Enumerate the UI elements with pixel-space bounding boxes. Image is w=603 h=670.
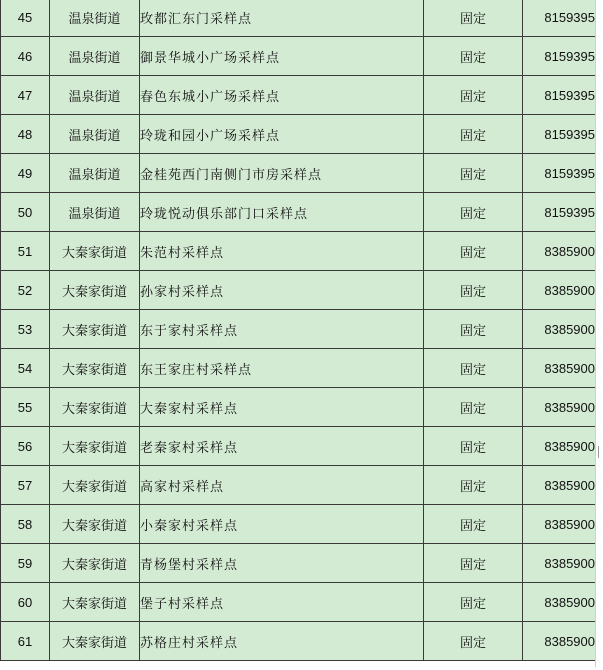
- sampling-site-cell[interactable]: 东于家村采样点: [140, 310, 424, 349]
- street-cell[interactable]: 大秦家街道: [50, 622, 140, 661]
- phone-cell[interactable]: 8385900: [523, 505, 596, 544]
- table-row: [1, 0, 596, 37]
- site-type-cell[interactable]: 固定: [424, 76, 523, 115]
- row-number-cell[interactable]: 53: [1, 310, 50, 349]
- table-row: [1, 622, 596, 661]
- row-number-cell[interactable]: 56: [1, 427, 50, 466]
- table-row: [1, 310, 596, 349]
- row-number-cell[interactable]: 45: [1, 0, 50, 37]
- sampling-site-cell[interactable]: 金桂苑西门南侧门市房采样点: [140, 154, 424, 193]
- sampling-site-cell[interactable]: 玲珑悦动俱乐部门口采样点: [140, 193, 424, 232]
- table-row: [1, 505, 596, 544]
- row-number-cell[interactable]: 47: [1, 76, 50, 115]
- table-row: [1, 154, 596, 193]
- sampling-site-cell[interactable]: 玫都汇东门采样点: [140, 0, 424, 37]
- phone-cell[interactable]: 8385900: [523, 232, 596, 271]
- row-number-cell[interactable]: 57: [1, 466, 50, 505]
- site-type-cell[interactable]: 固定: [424, 427, 523, 466]
- site-type-cell[interactable]: 固定: [424, 37, 523, 76]
- street-cell[interactable]: 温泉街道: [50, 193, 140, 232]
- phone-cell[interactable]: 8385900: [523, 349, 596, 388]
- table-row: [1, 232, 596, 271]
- street-cell[interactable]: 大秦家街道: [50, 505, 140, 544]
- phone-cell[interactable]: 8385900: [523, 271, 596, 310]
- sampling-site-cell[interactable]: 大秦家村采样点: [140, 388, 424, 427]
- street-cell[interactable]: 大秦家街道: [50, 349, 140, 388]
- phone-cell[interactable]: 8159395: [523, 115, 596, 154]
- row-number-cell[interactable]: 59: [1, 544, 50, 583]
- street-cell[interactable]: 大秦家街道: [50, 388, 140, 427]
- street-cell[interactable]: 温泉街道: [50, 154, 140, 193]
- row-number-cell[interactable]: 48: [1, 115, 50, 154]
- table-row: [1, 466, 596, 505]
- street-cell[interactable]: 温泉街道: [50, 37, 140, 76]
- street-cell[interactable]: 大秦家街道: [50, 427, 140, 466]
- table-row: [1, 37, 596, 76]
- sampling-site-cell[interactable]: 东王家庄村采样点: [140, 349, 424, 388]
- phone-cell[interactable]: 8385900: [523, 388, 596, 427]
- row-number-cell[interactable]: 51: [1, 232, 50, 271]
- sampling-site-cell[interactable]: 孙家村采样点: [140, 271, 424, 310]
- phone-cell[interactable]: 8385900: [523, 310, 596, 349]
- site-type-cell[interactable]: 固定: [424, 115, 523, 154]
- sampling-site-cell[interactable]: 老秦家村采样点: [140, 427, 424, 466]
- site-type-cell[interactable]: 固定: [424, 622, 523, 661]
- table-row: [1, 76, 596, 115]
- site-type-cell[interactable]: 固定: [424, 466, 523, 505]
- site-type-cell[interactable]: 固定: [424, 154, 523, 193]
- row-number-cell[interactable]: 46: [1, 37, 50, 76]
- site-type-cell[interactable]: 固定: [424, 0, 523, 37]
- site-type-cell[interactable]: 固定: [424, 232, 523, 271]
- street-cell[interactable]: 大秦家街道: [50, 232, 140, 271]
- phone-cell[interactable]: 8159395: [523, 37, 596, 76]
- row-number-cell[interactable]: 55: [1, 388, 50, 427]
- table-row: [1, 427, 596, 466]
- phone-cell[interactable]: 8385900: [523, 583, 596, 622]
- site-type-cell[interactable]: 固定: [424, 505, 523, 544]
- table-row: [1, 271, 596, 310]
- table-body: [1, 0, 596, 661]
- table-row: [1, 193, 596, 232]
- table-row: [1, 544, 596, 583]
- site-type-cell[interactable]: 固定: [424, 193, 523, 232]
- phone-cell[interactable]: 8159395: [523, 154, 596, 193]
- row-number-cell[interactable]: 61: [1, 622, 50, 661]
- sampling-site-cell[interactable]: 朱范村采样点: [140, 232, 424, 271]
- sampling-site-cell[interactable]: 玲珑和园小广场采样点: [140, 115, 424, 154]
- column-resize-marker: [598, 446, 599, 458]
- table-row: [1, 583, 596, 622]
- street-cell[interactable]: 大秦家街道: [50, 466, 140, 505]
- street-cell[interactable]: 温泉街道: [50, 76, 140, 115]
- site-type-cell[interactable]: 固定: [424, 388, 523, 427]
- phone-cell[interactable]: 8385900: [523, 622, 596, 661]
- sampling-site-cell[interactable]: 春色东城小广场采样点: [140, 76, 424, 115]
- site-type-cell[interactable]: 固定: [424, 349, 523, 388]
- row-number-cell[interactable]: 54: [1, 349, 50, 388]
- table-row: [1, 388, 596, 427]
- row-number-cell[interactable]: 58: [1, 505, 50, 544]
- phone-cell[interactable]: 8159395: [523, 193, 596, 232]
- row-number-cell[interactable]: 50: [1, 193, 50, 232]
- street-cell[interactable]: 温泉街道: [50, 115, 140, 154]
- row-number-cell[interactable]: 49: [1, 154, 50, 193]
- phone-cell[interactable]: 8159395: [523, 76, 596, 115]
- site-type-cell[interactable]: 固定: [424, 310, 523, 349]
- row-number-cell[interactable]: 60: [1, 583, 50, 622]
- street-cell[interactable]: 大秦家街道: [50, 310, 140, 349]
- street-cell[interactable]: 大秦家街道: [50, 544, 140, 583]
- table-row: [1, 115, 596, 154]
- sampling-site-cell[interactable]: 青杨堡村采样点: [140, 544, 424, 583]
- sampling-site-cell[interactable]: 苏格庄村采样点: [140, 622, 424, 661]
- table-row: [1, 349, 596, 388]
- sampling-site-cell[interactable]: 小秦家村采样点: [140, 505, 424, 544]
- phone-cell[interactable]: 8385900: [523, 427, 596, 466]
- street-cell[interactable]: 温泉街道: [50, 0, 140, 37]
- site-type-cell[interactable]: 固定: [424, 271, 523, 310]
- sampling-site-cell[interactable]: 高家村采样点: [140, 466, 424, 505]
- street-cell[interactable]: 大秦家街道: [50, 271, 140, 310]
- street-cell[interactable]: 大秦家街道: [50, 583, 140, 622]
- sampling-site-cell[interactable]: 堡子村采样点: [140, 583, 424, 622]
- site-type-cell[interactable]: 固定: [424, 544, 523, 583]
- phone-cell[interactable]: 8159395: [523, 0, 596, 37]
- site-type-cell[interactable]: 固定: [424, 583, 523, 622]
- row-number-cell[interactable]: 52: [1, 271, 50, 310]
- phone-cell[interactable]: 8385900: [523, 544, 596, 583]
- sampling-site-cell[interactable]: 御景华城小广场采样点: [140, 37, 424, 76]
- phone-cell[interactable]: 8385900: [523, 466, 596, 505]
- sheet-right-margin: [595, 0, 603, 670]
